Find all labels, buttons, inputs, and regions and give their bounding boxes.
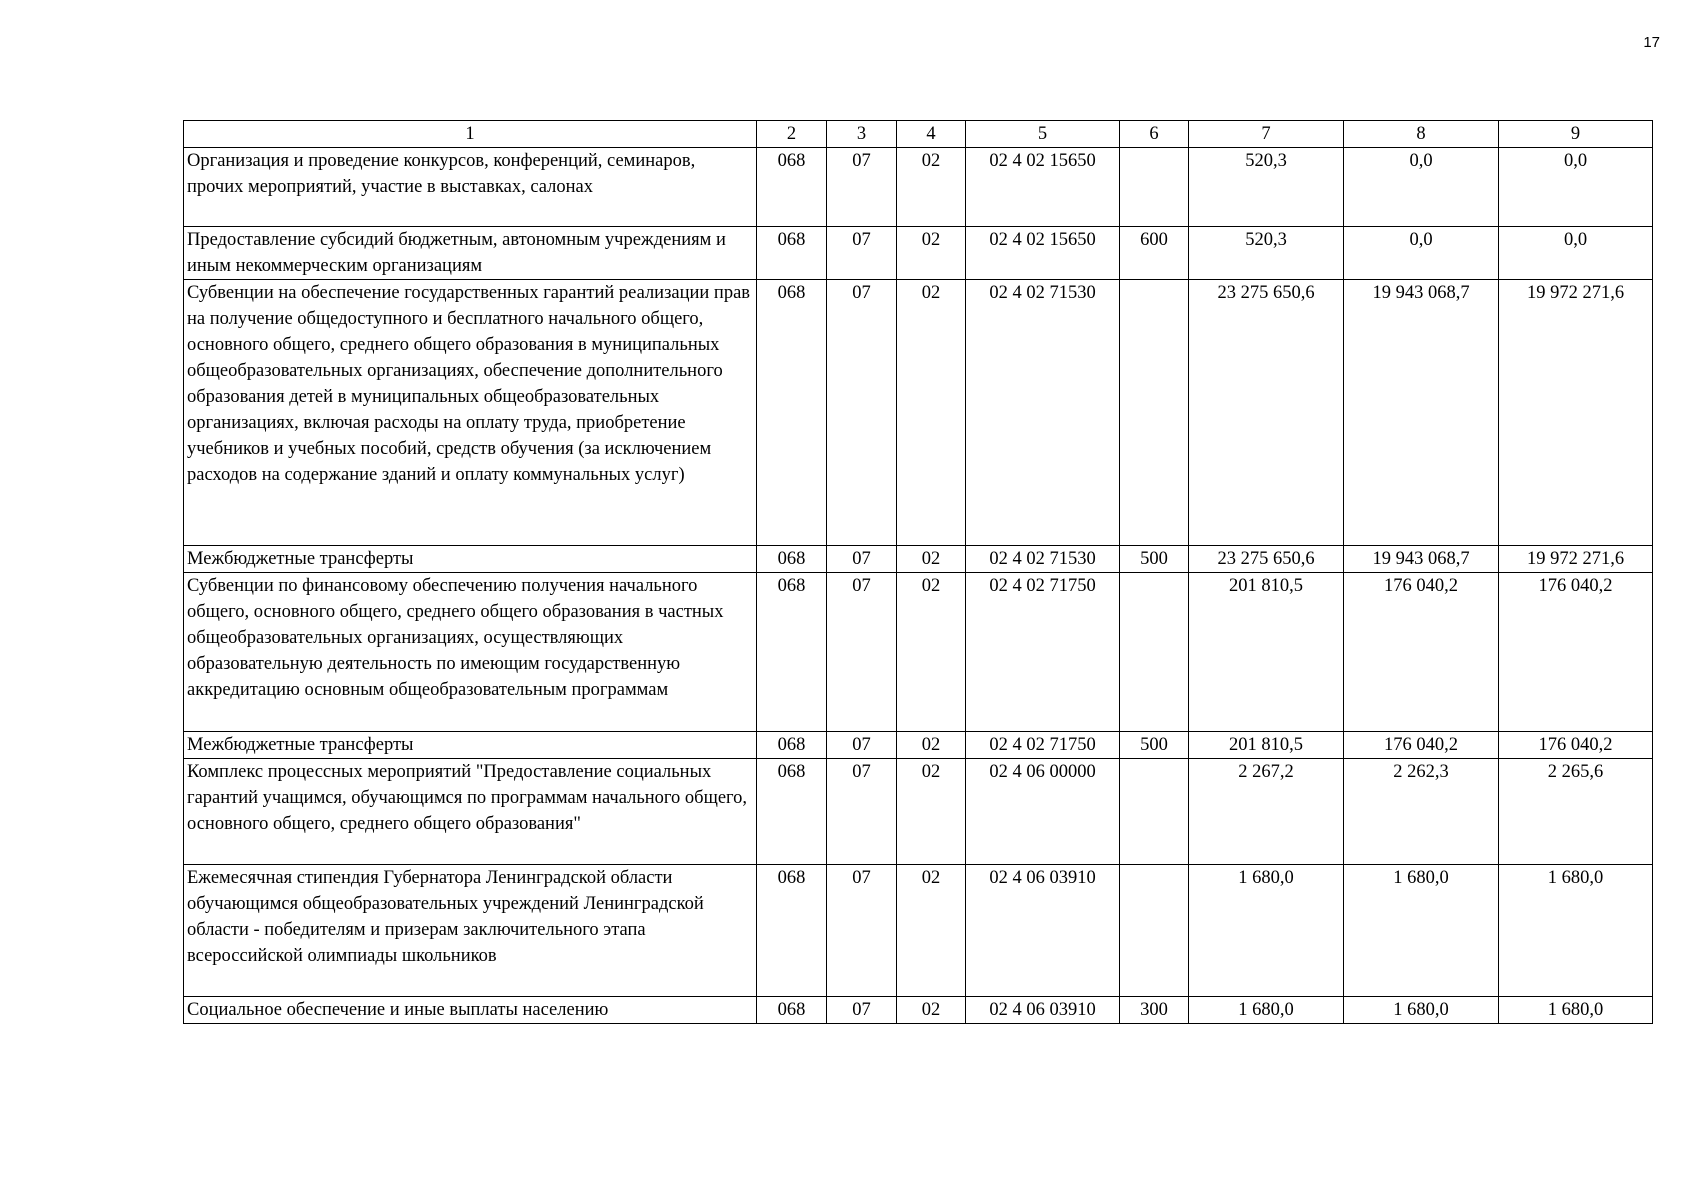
column-header: 4 (897, 121, 966, 148)
table-row (184, 546, 1653, 573)
column-header: 3 (827, 121, 897, 148)
row-amount-1: 520,3 (1189, 227, 1344, 280)
row-expense-type (1120, 865, 1189, 997)
table-row (184, 759, 1653, 865)
table-row (184, 573, 1653, 732)
row-name: Комплекс процессных мероприятий "Предоставление социальных гарантий учащимся, обучающимся по программам начального общего, основного общего, среднего общего образования" (184, 759, 757, 865)
row-amount-3: 2 265,6 (1499, 759, 1653, 865)
row-amount-2: 1 680,0 (1344, 865, 1499, 997)
row-subsection: 02 (897, 573, 966, 732)
row-section: 07 (827, 997, 897, 1024)
row-section: 07 (827, 573, 897, 732)
row-name: Ежемесячная стипендия Губернатора Ленинградской области обучающимся общеобразовательных учреждений Ленинградской области - победителям и призерам заключительного этапа всероссийской олимпиады школьников (184, 865, 757, 997)
row-grbs: 068 (757, 148, 827, 227)
row-subsection: 02 (897, 546, 966, 573)
row-amount-3: 19 972 271,6 (1499, 280, 1653, 546)
row-amount-2: 1 680,0 (1344, 997, 1499, 1024)
row-amount-1: 1 680,0 (1189, 997, 1344, 1024)
row-grbs: 068 (757, 759, 827, 865)
row-amount-1: 201 810,5 (1189, 732, 1344, 759)
row-name: Межбюджетные трансферты (184, 546, 757, 573)
row-amount-2: 0,0 (1344, 148, 1499, 227)
row-amount-2: 176 040,2 (1344, 732, 1499, 759)
column-header: 8 (1344, 121, 1499, 148)
row-target-item: 02 4 02 71530 (966, 546, 1120, 573)
row-amount-1: 201 810,5 (1189, 573, 1344, 732)
row-grbs: 068 (757, 732, 827, 759)
row-expense-type: 500 (1120, 732, 1189, 759)
row-expense-type (1120, 280, 1189, 546)
row-subsection: 02 (897, 865, 966, 997)
row-expense-type (1120, 759, 1189, 865)
row-expense-type: 500 (1120, 546, 1189, 573)
row-amount-2: 19 943 068,7 (1344, 280, 1499, 546)
row-subsection: 02 (897, 227, 966, 280)
row-subsection: 02 (897, 280, 966, 546)
row-amount-2: 2 262,3 (1344, 759, 1499, 865)
row-section: 07 (827, 865, 897, 997)
row-grbs: 068 (757, 280, 827, 546)
table-row (184, 997, 1653, 1024)
row-section: 07 (827, 148, 897, 227)
table-row (184, 227, 1653, 280)
row-amount-1: 2 267,2 (1189, 759, 1344, 865)
table-row (184, 732, 1653, 759)
row-amount-1: 1 680,0 (1189, 865, 1344, 997)
table-row (184, 865, 1653, 997)
row-expense-type: 300 (1120, 997, 1189, 1024)
row-name: Субвенции по финансовому обеспечению получения начального общего, основного общего, среднего общего образования в частных общеобразовательных организациях, осуществляющих образовательную деятельность по имеющим государственную аккредитацию основным общеобразовательным программам (184, 573, 757, 732)
row-expense-type: 600 (1120, 227, 1189, 280)
row-subsection: 02 (897, 732, 966, 759)
row-subsection: 02 (897, 997, 966, 1024)
row-grbs: 068 (757, 546, 827, 573)
row-target-item: 02 4 06 00000 (966, 759, 1120, 865)
row-subsection: 02 (897, 148, 966, 227)
row-name: Предоставление субсидий бюджетным, автономным учреждениям и иным некоммерческим организациям (184, 227, 757, 280)
row-amount-1: 520,3 (1189, 148, 1344, 227)
row-amount-2: 176 040,2 (1344, 573, 1499, 732)
row-amount-3: 0,0 (1499, 227, 1653, 280)
row-subsection: 02 (897, 759, 966, 865)
row-target-item: 02 4 02 71750 (966, 732, 1120, 759)
column-header: 1 (184, 121, 757, 148)
row-name: Организация и проведение конкурсов, конференций, семинаров, прочих мероприятий, участие в выставках, салонах (184, 148, 757, 227)
row-amount-3: 1 680,0 (1499, 997, 1653, 1024)
row-expense-type (1120, 148, 1189, 227)
column-header: 2 (757, 121, 827, 148)
row-section: 07 (827, 280, 897, 546)
row-target-item: 02 4 02 71530 (966, 280, 1120, 546)
row-amount-3: 19 972 271,6 (1499, 546, 1653, 573)
row-name: Межбюджетные трансферты (184, 732, 757, 759)
row-grbs: 068 (757, 573, 827, 732)
row-amount-1: 23 275 650,6 (1189, 280, 1344, 546)
budget-table (183, 120, 1653, 1024)
row-grbs: 068 (757, 865, 827, 997)
row-section: 07 (827, 227, 897, 280)
column-header: 9 (1499, 121, 1653, 148)
row-expense-type (1120, 573, 1189, 732)
row-amount-2: 19 943 068,7 (1344, 546, 1499, 573)
page-number: 17 (1643, 34, 1660, 51)
row-amount-3: 176 040,2 (1499, 573, 1653, 732)
row-target-item: 02 4 06 03910 (966, 865, 1120, 997)
row-amount-3: 0,0 (1499, 148, 1653, 227)
row-section: 07 (827, 732, 897, 759)
table-row (184, 148, 1653, 227)
row-amount-3: 176 040,2 (1499, 732, 1653, 759)
row-name: Субвенции на обеспечение государственных гарантий реализации прав на получение общедоступного и бесплатного начального общего, основного общего, среднего общего образования в муниципальных общеобразовательных организациях, обеспечение дополнительного образования детей в муниципальных общеобразовательных организациях, включая расходы на оплату труда, приобретение учебников и учебных пособий, средств обучения (за исключением расходов на содержание зданий и оплату коммунальных услуг) (184, 280, 757, 546)
table-row (184, 280, 1653, 546)
row-grbs: 068 (757, 997, 827, 1024)
row-target-item: 02 4 02 15650 (966, 148, 1120, 227)
row-target-item: 02 4 02 71750 (966, 573, 1120, 732)
header-row (184, 121, 1653, 148)
row-grbs: 068 (757, 227, 827, 280)
column-header: 6 (1120, 121, 1189, 148)
row-name: Социальное обеспечение и иные выплаты населению (184, 997, 757, 1024)
row-section: 07 (827, 546, 897, 573)
row-amount-1: 23 275 650,6 (1189, 546, 1344, 573)
row-amount-3: 1 680,0 (1499, 865, 1653, 997)
column-header: 7 (1189, 121, 1344, 148)
row-section: 07 (827, 759, 897, 865)
row-target-item: 02 4 06 03910 (966, 997, 1120, 1024)
column-header: 5 (966, 121, 1120, 148)
row-amount-2: 0,0 (1344, 227, 1499, 280)
row-target-item: 02 4 02 15650 (966, 227, 1120, 280)
